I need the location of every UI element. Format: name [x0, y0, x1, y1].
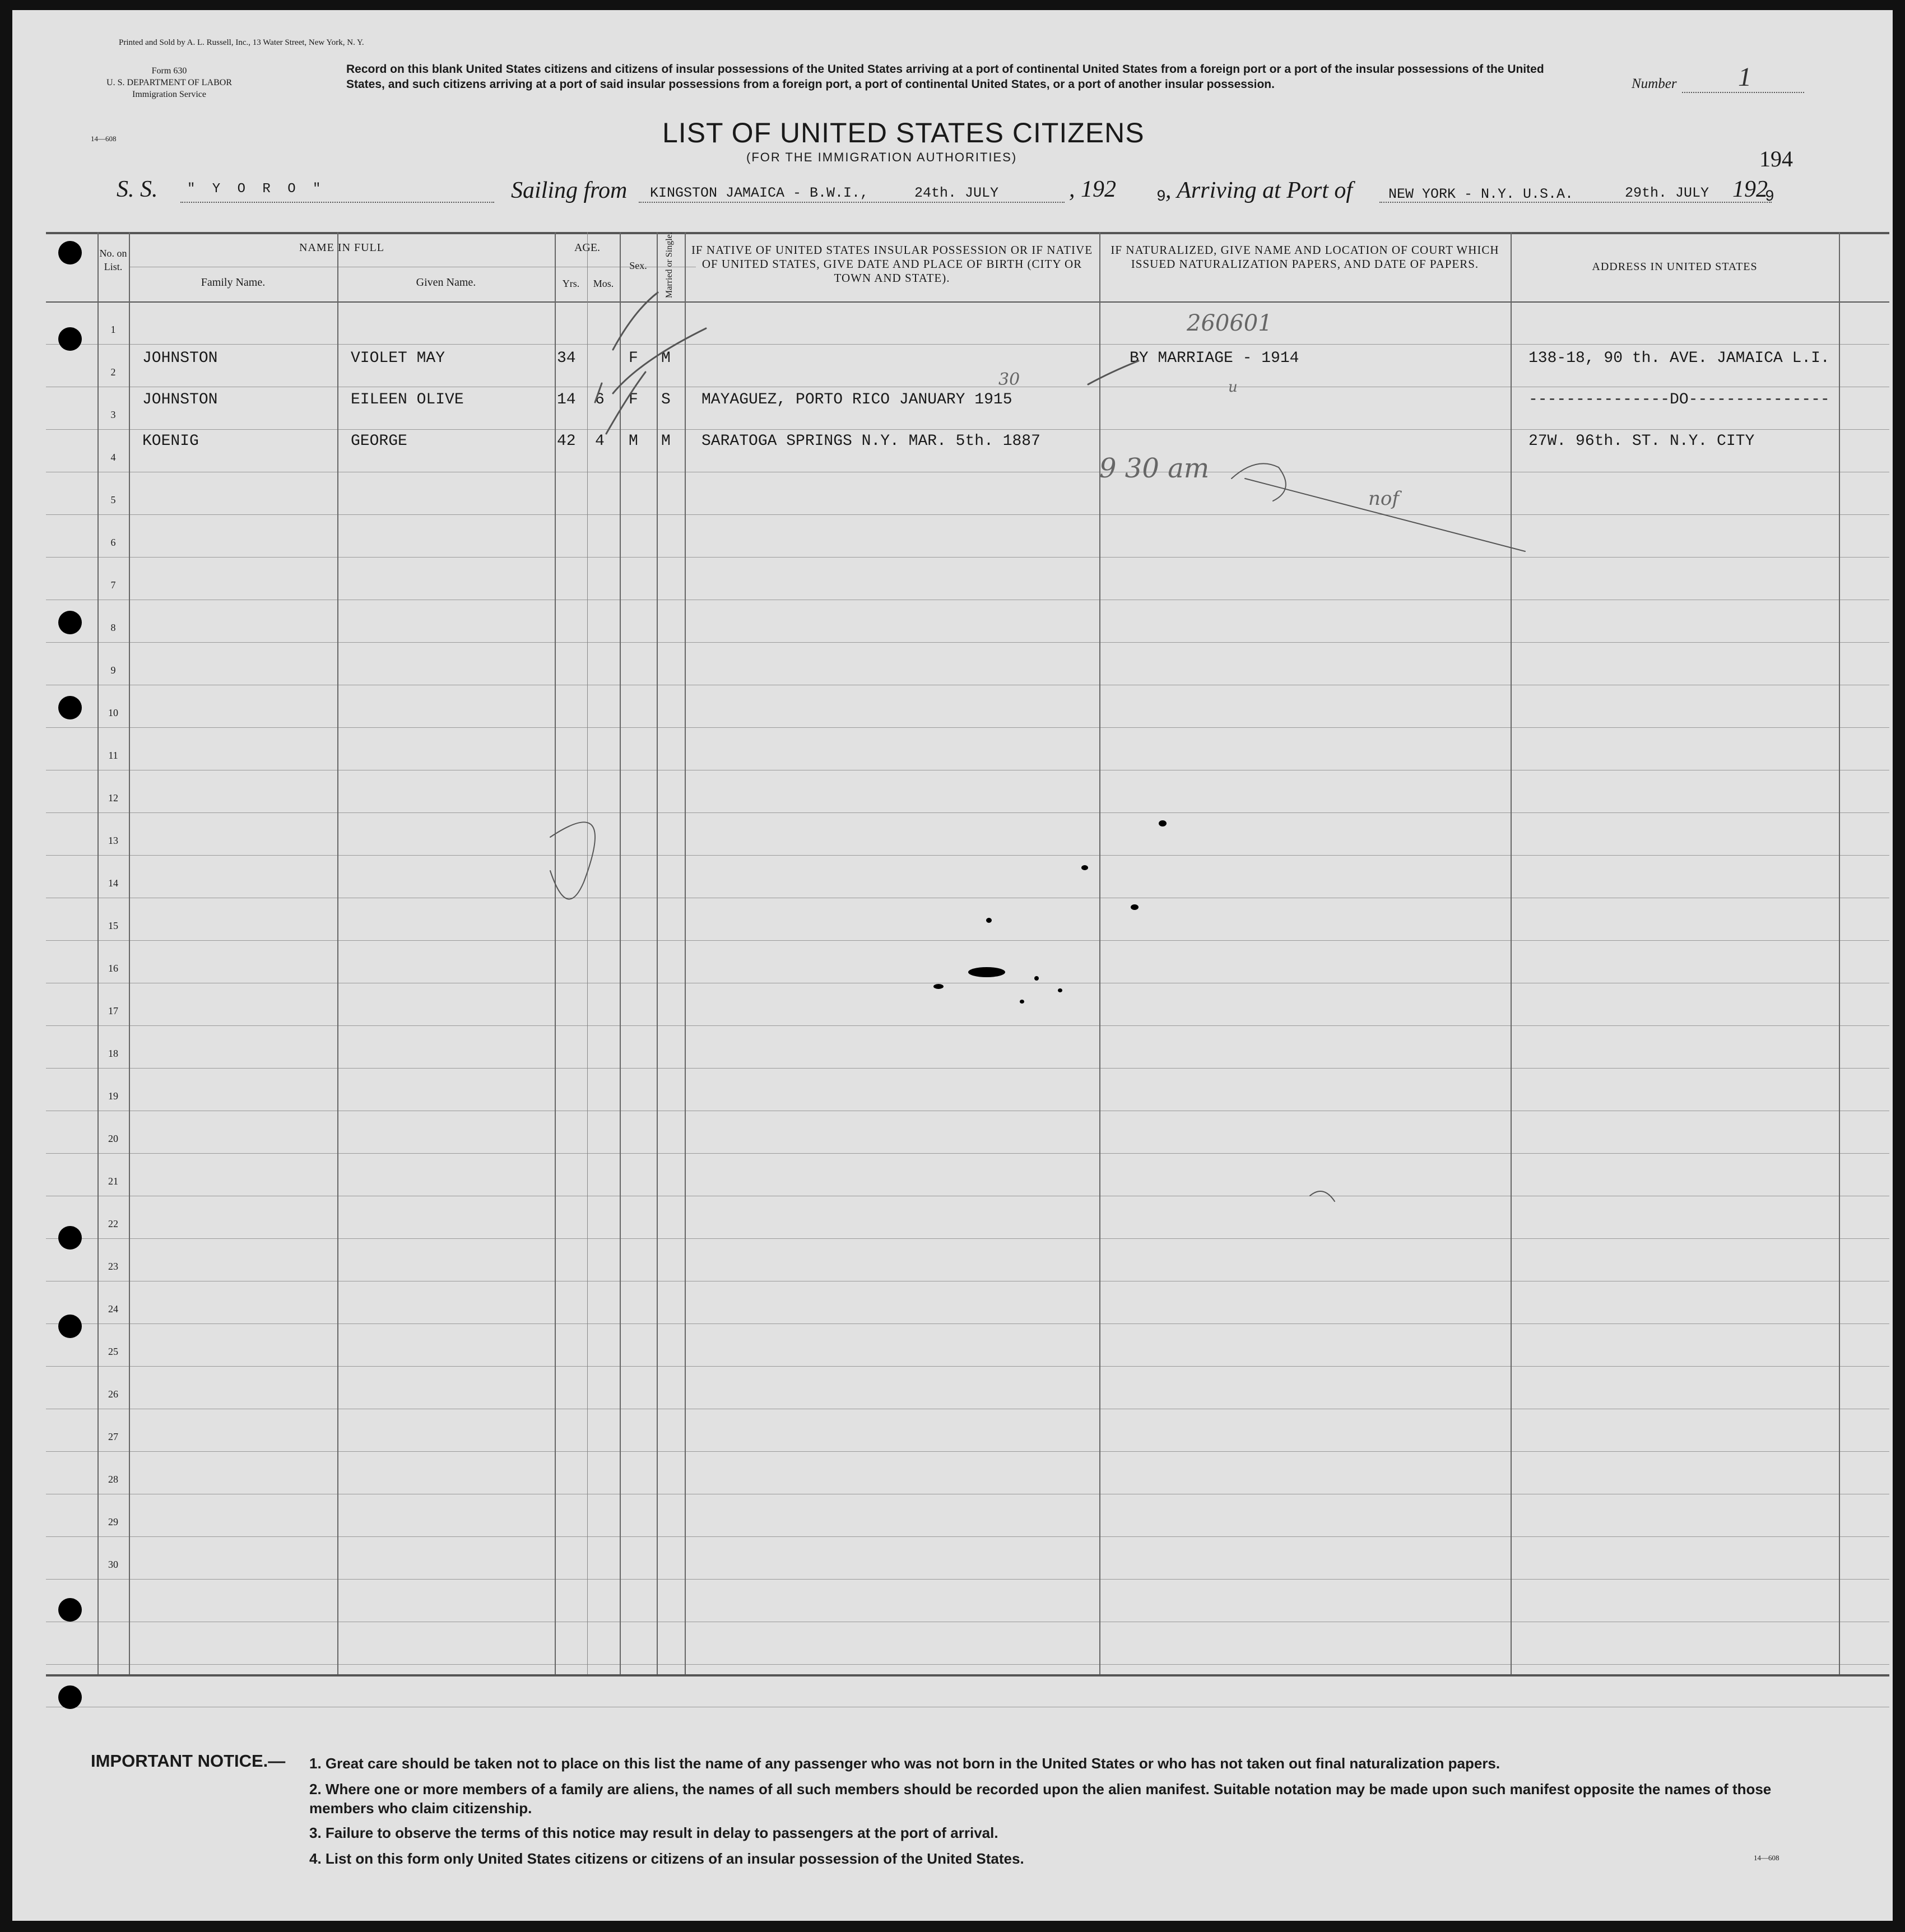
row-number: 19 [108, 1090, 118, 1102]
check-mark-5 [1088, 361, 1139, 384]
pencil-marks [46, 232, 1889, 1674]
sailing-year-prefix: , 192 [1069, 177, 1116, 202]
row-number: 12 [108, 792, 118, 804]
row-number: 14 [108, 877, 118, 889]
sailing-label: Sailing from [511, 178, 628, 203]
pencil-squiggle [1310, 1191, 1335, 1201]
sailing-from: KINGSTON JAMAICA - B.W.I., [650, 185, 869, 201]
ship-name: " Y O R O " [187, 182, 326, 197]
ink-speck [1058, 988, 1062, 992]
row2-birth: MAYAGUEZ, PORTO RICO JANUARY 1915 [701, 391, 1012, 408]
notice-item-3: 3. Failure to observe the terms of this notice may result in delay to passengers at the port of arrival. [309, 1824, 998, 1841]
row-number: 5 [110, 494, 116, 505]
row-number: 13 [108, 835, 118, 846]
form-identification [74, 65, 264, 100]
row1-address: 138-18, 90 th. AVE. JAMAICA L.I. [1528, 350, 1830, 367]
row-number: 26 [108, 1388, 118, 1400]
department: U. S. DEPARTMENT OF LABOR [106, 78, 232, 87]
page-subtitle: (FOR THE IMMIGRATION AUTHORITIES) [746, 150, 1017, 164]
ink-blot [968, 967, 1005, 977]
row-number: 24 [108, 1303, 118, 1315]
cert-number-annotation: 260601 [1187, 310, 1272, 336]
row-number: 25 [108, 1346, 118, 1357]
ship-underline [180, 202, 494, 203]
sailing-date: 24th. JULY [914, 185, 999, 201]
header-yrs: Yrs. [562, 278, 580, 289]
ink-speck [1020, 1000, 1024, 1004]
row1-marital: M [661, 350, 671, 367]
notice-label: IMPORTANT NOTICE.— [91, 1751, 286, 1771]
number-value: 1 [1738, 62, 1751, 92]
row-number: 9 [110, 665, 116, 676]
punch-hole [58, 1226, 82, 1250]
row2-sex: F [629, 391, 638, 408]
row-number: 28 [108, 1474, 118, 1485]
row-number: 18 [108, 1048, 118, 1059]
birth-day-annotation: 30 [998, 370, 1020, 389]
row-number: 23 [108, 1261, 118, 1272]
sailing-underline [639, 202, 1065, 203]
row-number: 17 [108, 1005, 118, 1016]
passenger-table [46, 232, 1889, 1674]
ink-speck [1131, 904, 1139, 910]
row3-yrs: 42 [557, 433, 576, 450]
notice-item-1: 1. Great care should be taken not to place on this list the name of any passenger who was not born in the United States or who has not taken out final naturalization papers. [309, 1755, 1500, 1772]
row2-given: EILEEN OLIVE [351, 391, 464, 408]
header-name-in-full: NAME IN FULL [299, 242, 384, 254]
row3-marital: M [661, 433, 671, 450]
punch-hole [58, 241, 82, 264]
row1-naturalized: BY MARRIAGE - 1914 [1130, 350, 1299, 367]
notice-item-4: 4. List on this form only United States citizens or citizens of an insular possession of the United States. [309, 1850, 1024, 1867]
page-title: LIST OF UNITED STATES CITIZENS [662, 117, 1145, 148]
row1-sex: F [629, 350, 638, 367]
row3-given: GEORGE [351, 433, 407, 450]
page-number: 194 [1759, 146, 1793, 171]
punch-hole [58, 611, 82, 634]
ink-speck [933, 984, 944, 989]
punch-hole [58, 1315, 82, 1338]
row1-given: VIOLET MAY [351, 350, 445, 367]
row3-address: 27W. 96th. ST. N.Y. CITY [1528, 433, 1755, 450]
row-number: 1 [110, 324, 116, 335]
arrival-year-suffix: 9 [1765, 188, 1774, 206]
row2-yrs: 14 [557, 391, 576, 408]
sailing-year-suffix: 9 [1156, 188, 1166, 206]
time-annotation: 9 30 am [1099, 453, 1210, 484]
row1-yrs: 34 [557, 350, 576, 367]
row-number: 6 [110, 537, 116, 548]
arrival-underline [1379, 202, 1772, 203]
row1-family: JOHNSTON [142, 350, 218, 367]
row2-address: ---------------DO--------------- [1528, 391, 1830, 408]
arrival-year-prefix: 192 [1732, 177, 1768, 202]
row-number: 29 [108, 1516, 118, 1527]
row-number: 3 [110, 409, 116, 420]
row3-family: KOENIG [142, 433, 199, 450]
check-mark-3 [606, 372, 645, 434]
arriving-label: , Arriving at Port of [1165, 178, 1353, 203]
manifest-page [12, 10, 1893, 1921]
row3-mos: 4 [595, 433, 605, 450]
header-no-on-list: No. on List. [99, 248, 127, 272]
service: Immigration Service [132, 90, 206, 99]
ss-label: S. S. [117, 177, 158, 202]
row3-birth: SARATOGA SPRINGS N.Y. MAR. 5th. 1887 [701, 433, 1040, 450]
row-number: 10 [108, 707, 118, 718]
check-mark-1 [613, 292, 658, 350]
form-code: 14—608 [91, 134, 117, 143]
header-given-name: Given Name. [416, 276, 476, 289]
tick-annotation: u [1228, 379, 1238, 396]
notice-item-2: 2. Where one or more members of a family are aliens, the names of all such members should be recorded upon the alien manifest. Suitable notation may be made upon such manifest opposite the names of those members who claim citizenship. [309, 1781, 1772, 1817]
header-mos: Mos. [593, 278, 614, 289]
punch-hole [58, 696, 82, 719]
row-number: 11 [108, 750, 118, 761]
row-number: 15 [108, 920, 118, 931]
check-mark-2 [613, 328, 706, 393]
row-number: 7 [110, 579, 116, 591]
ink-speck [1081, 865, 1088, 870]
row2-mos: 6 [595, 391, 605, 408]
printer-line: Printed and Sold by A. L. Russell, Inc., 13 Water Street, New York, N. Y. [119, 38, 364, 47]
pencil-loop [550, 822, 595, 899]
ink-speck [1159, 820, 1167, 826]
header-sex: Sex. [629, 260, 647, 271]
arrival-port: NEW YORK - N.Y. U.S.A. [1388, 186, 1574, 202]
row-number: 4 [110, 452, 116, 463]
table-bottom-border [46, 1674, 1889, 1676]
row-number: 20 [108, 1133, 118, 1144]
header-age: AGE. [574, 242, 601, 254]
row2-marital: S [661, 391, 671, 408]
initials-annotation: nof [1368, 487, 1399, 510]
check-mark-4 [595, 383, 602, 402]
header-birth: IF NATIVE OF UNITED STATES INSULAR POSSESSION OR IF NATIVE OF UNITED STATES, GIVE DATE AND PLACE OF BIRTH (CITY OR TOWN AND STATE). [691, 243, 1093, 285]
punch-hole [58, 1598, 82, 1622]
row-number: 2 [110, 366, 116, 378]
form-instructions: Record on this blank United States citizens and citizens of insular possessions of the United States arriving at a port of continental United States from a foreign port or a port of the insular possessions of the United States, and such citizens arriving at a port of said insular possessions from a foreign port, a port of continental United States, or a port of another insular possession. [346, 63, 1544, 91]
arrival-date: 29th. JULY [1625, 185, 1709, 201]
row2-family: JOHNSTON [142, 391, 218, 408]
row-number: 27 [108, 1431, 118, 1442]
header-married-single: Married or Single. [665, 232, 674, 298]
row-number: 16 [108, 963, 118, 974]
row-number: 21 [108, 1176, 118, 1187]
form-number: Form 630 [151, 66, 187, 76]
header-family-name: Family Name. [201, 276, 266, 289]
header-address: ADDRESS IN UNITED STATES [1592, 261, 1758, 273]
punch-hole [58, 1685, 82, 1709]
strike-line [1245, 479, 1525, 551]
punch-hole [58, 327, 82, 351]
ink-speck [1034, 976, 1039, 981]
row3-sex: M [629, 433, 638, 450]
footer-code: 14—608 [1754, 1854, 1779, 1862]
header-naturalized: IF NATURALIZED, GIVE NAME AND LOCATION OF COURT WHICH ISSUED NATURALIZATION PAPERS, AND DATE OF PAPERS. [1111, 243, 1499, 271]
row-number: 22 [108, 1218, 118, 1229]
row-number: 8 [110, 622, 116, 633]
ink-speck [986, 918, 992, 923]
row-number: 30 [108, 1559, 118, 1570]
number-label: Number [1632, 76, 1677, 91]
